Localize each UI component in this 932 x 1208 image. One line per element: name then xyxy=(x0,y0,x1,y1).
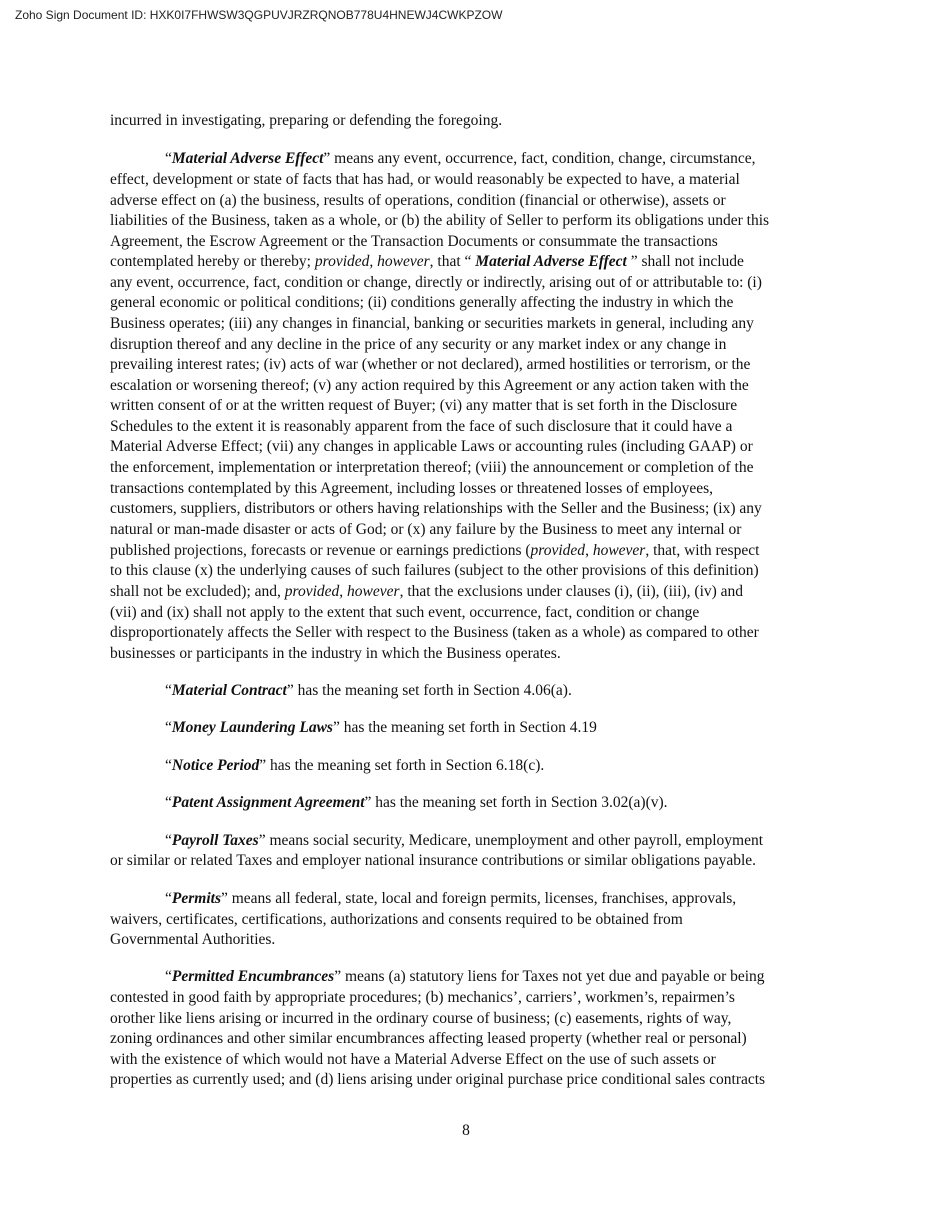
text-line xyxy=(110,500,762,518)
text-line xyxy=(110,542,759,560)
text-run: “ xyxy=(165,794,172,811)
text-line xyxy=(110,459,753,477)
text-line xyxy=(165,682,572,700)
defined-term: Payroll Taxes xyxy=(171,832,259,849)
text-line xyxy=(110,192,726,210)
italic-text: however xyxy=(592,542,646,559)
text-run: effect, development or state of facts that has had, or would reasonably be expected to have, a material xyxy=(110,171,740,188)
defined-term: Money Laundering Laws xyxy=(171,719,333,736)
text-run: published projections, forecasts or revenue or earnings predictions ( xyxy=(110,542,531,559)
text-run: any event, occurrence, fact, condition or change, directly or indirectly, arising out of or attributable to: (i) xyxy=(110,274,762,291)
text-run: transactions contemplated by this Agreement, including losses or threatened losses of employees, xyxy=(110,480,714,497)
text-line xyxy=(110,1071,765,1089)
text-run: , xyxy=(585,542,593,559)
text-run: adverse effect on (a) the business, results of operations, condition (financial or otherwise), assets or xyxy=(110,192,726,209)
italic-text: however xyxy=(347,583,400,600)
text-run: “ xyxy=(165,682,172,699)
text-line xyxy=(110,1010,731,1028)
text-line xyxy=(110,171,740,189)
text-run: ” means all federal, state, local and foreign permits, licenses, franchises, approvals, xyxy=(220,890,737,907)
text-run: businesses or participants in the industry in which the Business operates. xyxy=(110,645,561,662)
text-line xyxy=(110,294,733,312)
text-run: prevailing interest rates; (iv) acts of war (whether or not declared), armed hostilities or terrorism, or the xyxy=(110,356,751,373)
text-run: ” has the meaning set forth in Section 3.02(a)(v). xyxy=(364,794,668,811)
text-run: waivers, certificates, certifications, authorizations and consents required to be obtained from xyxy=(110,911,683,928)
text-run: Schedules to the extent it is reasonably apparent from the face of such disclosure that it could have a xyxy=(110,418,733,435)
text-run: , xyxy=(339,583,348,600)
text-line xyxy=(110,418,732,436)
text-line xyxy=(110,377,749,395)
text-line xyxy=(110,336,726,354)
text-run: “ xyxy=(165,832,172,849)
text-line xyxy=(110,356,750,374)
text-run: “ xyxy=(165,719,172,736)
text-run: “ xyxy=(165,968,172,985)
text-line xyxy=(110,562,759,580)
text-line xyxy=(110,480,713,498)
text-run: (vii) and (ix) shall not apply to the extent that such event, occurrence, fact, condition or change xyxy=(110,604,700,621)
text-run: , that “ xyxy=(429,253,476,270)
text-run: contemplated hereby or thereby; xyxy=(110,253,315,270)
text-run: “ xyxy=(165,757,172,774)
text-run: Agreement, the Escrow Agreement or the Transaction Documents or consummate the transactions xyxy=(110,233,718,250)
text-run: Business operates; (iii) any changes in financial, banking or securities markets in general, including any xyxy=(110,315,754,332)
text-line xyxy=(165,794,668,812)
text-line xyxy=(165,968,765,986)
text-line xyxy=(110,253,744,271)
text-run: “ xyxy=(165,150,172,167)
italic-text: provided xyxy=(284,583,340,600)
text-line xyxy=(110,112,502,130)
text-line xyxy=(165,757,544,775)
text-line xyxy=(165,890,736,908)
text-run: ” shall not include xyxy=(626,253,744,270)
text-line xyxy=(110,233,718,251)
text-run: ” means any event, occurrence, fact, condition, change, circumstance, xyxy=(323,150,756,167)
text-run: zoning ordinances and other similar encumbrances affecting leased property (whether real or personal) xyxy=(110,1030,747,1047)
text-run: , that, with respect xyxy=(645,542,760,559)
text-run: ” has the meaning set forth in Section 6.18(c). xyxy=(259,757,545,774)
text-run: natural or man-made disaster or acts of God; or (x) any failure by the Business to meet any internal or xyxy=(110,521,742,538)
text-run: to this clause (x) the underlying causes of such failures (subject to the other provisions of this definition) xyxy=(110,562,759,579)
defined-term: Notice Period xyxy=(171,757,260,774)
text-line xyxy=(110,583,743,601)
text-line xyxy=(110,438,753,456)
document-id: Zoho Sign Document ID: HXK0I7FHWSW3QGPUVJRZRQNOB778U4HNEWJ4CWKPZOW xyxy=(15,8,503,22)
text-line xyxy=(110,852,756,870)
text-run: escalation or worsening thereof; (v) any action required by this Agreement or any action taken with the xyxy=(110,377,749,394)
page-number: 8 xyxy=(462,1122,470,1139)
text-line xyxy=(110,212,769,230)
italic-text: provided xyxy=(530,542,586,559)
text-line xyxy=(165,150,756,168)
text-run: shall not be excluded); and, xyxy=(110,583,285,600)
text-line xyxy=(165,719,597,737)
text-run: written consent of or at the written request of Buyer; (vi) any matter that is set forth in the Disclosure xyxy=(110,397,738,414)
text-line xyxy=(165,832,763,850)
text-line xyxy=(110,315,754,333)
defined-term: Material Adverse Effect xyxy=(171,150,324,167)
text-run: incurred in investigating, preparing or defending the foregoing. xyxy=(110,112,503,129)
text-line xyxy=(110,1030,747,1048)
text-line xyxy=(110,911,683,929)
defined-term: Permits xyxy=(171,890,221,907)
text-run: ” has the meaning set forth in Section 4.06(a). xyxy=(286,682,572,699)
text-run: customers, suppliers, distributors or others having relationships with the Seller and the Business; (ix) any xyxy=(110,500,762,517)
text-line xyxy=(110,645,561,663)
text-line xyxy=(110,1051,716,1069)
text-line xyxy=(110,521,741,539)
text-line xyxy=(110,931,275,949)
defined-term: Patent Assignment Agreement xyxy=(171,794,365,811)
text-run: disproportionately affects the Seller with respect to the Business (taken as a whole) as compared to other xyxy=(110,624,759,641)
text-run: the enforcement, implementation or interpretation thereof; (viii) the announcement or completion of the xyxy=(110,459,754,476)
text-line xyxy=(110,274,762,292)
text-run: ” has the meaning set forth in Section 4.19 xyxy=(332,719,597,736)
text-run: ” means social security, Medicare, unemployment and other payroll, employment xyxy=(258,832,764,849)
text-run: Governmental Authorities. xyxy=(110,931,276,948)
text-line xyxy=(110,604,699,622)
italic-text: provided, however xyxy=(314,253,430,270)
defined-term: Permitted Encumbrances xyxy=(171,968,335,985)
text-run: liabilities of the Business, taken as a whole, or (b) the ability of Seller to perform its obligations under this xyxy=(110,212,770,229)
text-run: disruption thereof and any decline in the price of any security or any market index or any change in xyxy=(110,336,727,353)
text-run: properties as currently used; and (d) liens arising under original purchase price conditional sales contracts xyxy=(110,1071,766,1088)
text-line xyxy=(110,624,759,642)
defined-term: Material Contract xyxy=(171,682,287,699)
text-line xyxy=(110,989,735,1007)
text-run: or similar or related Taxes and employer national insurance contributions or similar obligations payable. xyxy=(110,852,757,869)
text-run: orother like liens arising or incurred in the ordinary course of business; (c) easements, rights of way, xyxy=(110,1010,732,1027)
defined-term: Material Adverse Effect xyxy=(475,253,627,270)
text-run: “ xyxy=(165,890,172,907)
text-run: ” means (a) statutory liens for Taxes not yet due and payable or being xyxy=(334,968,765,985)
text-run: Material Adverse Effect; (vii) any changes in applicable Laws or accounting rules (including GAAP) or xyxy=(110,438,753,455)
text-run: with the existence of which would not have a Material Adverse Effect on the use of such assets or xyxy=(110,1051,716,1068)
text-run: general economic or political conditions; (ii) conditions generally affecting the industry in which the xyxy=(110,294,734,311)
text-line xyxy=(110,397,737,415)
text-run: contested in good faith by appropriate procedures; (b) mechanics’, carriers’, workmen’s, repairmen’s xyxy=(110,989,735,1006)
text-run: , that the exclusions under clauses (i), (ii), (iii), (iv) and xyxy=(399,583,744,600)
